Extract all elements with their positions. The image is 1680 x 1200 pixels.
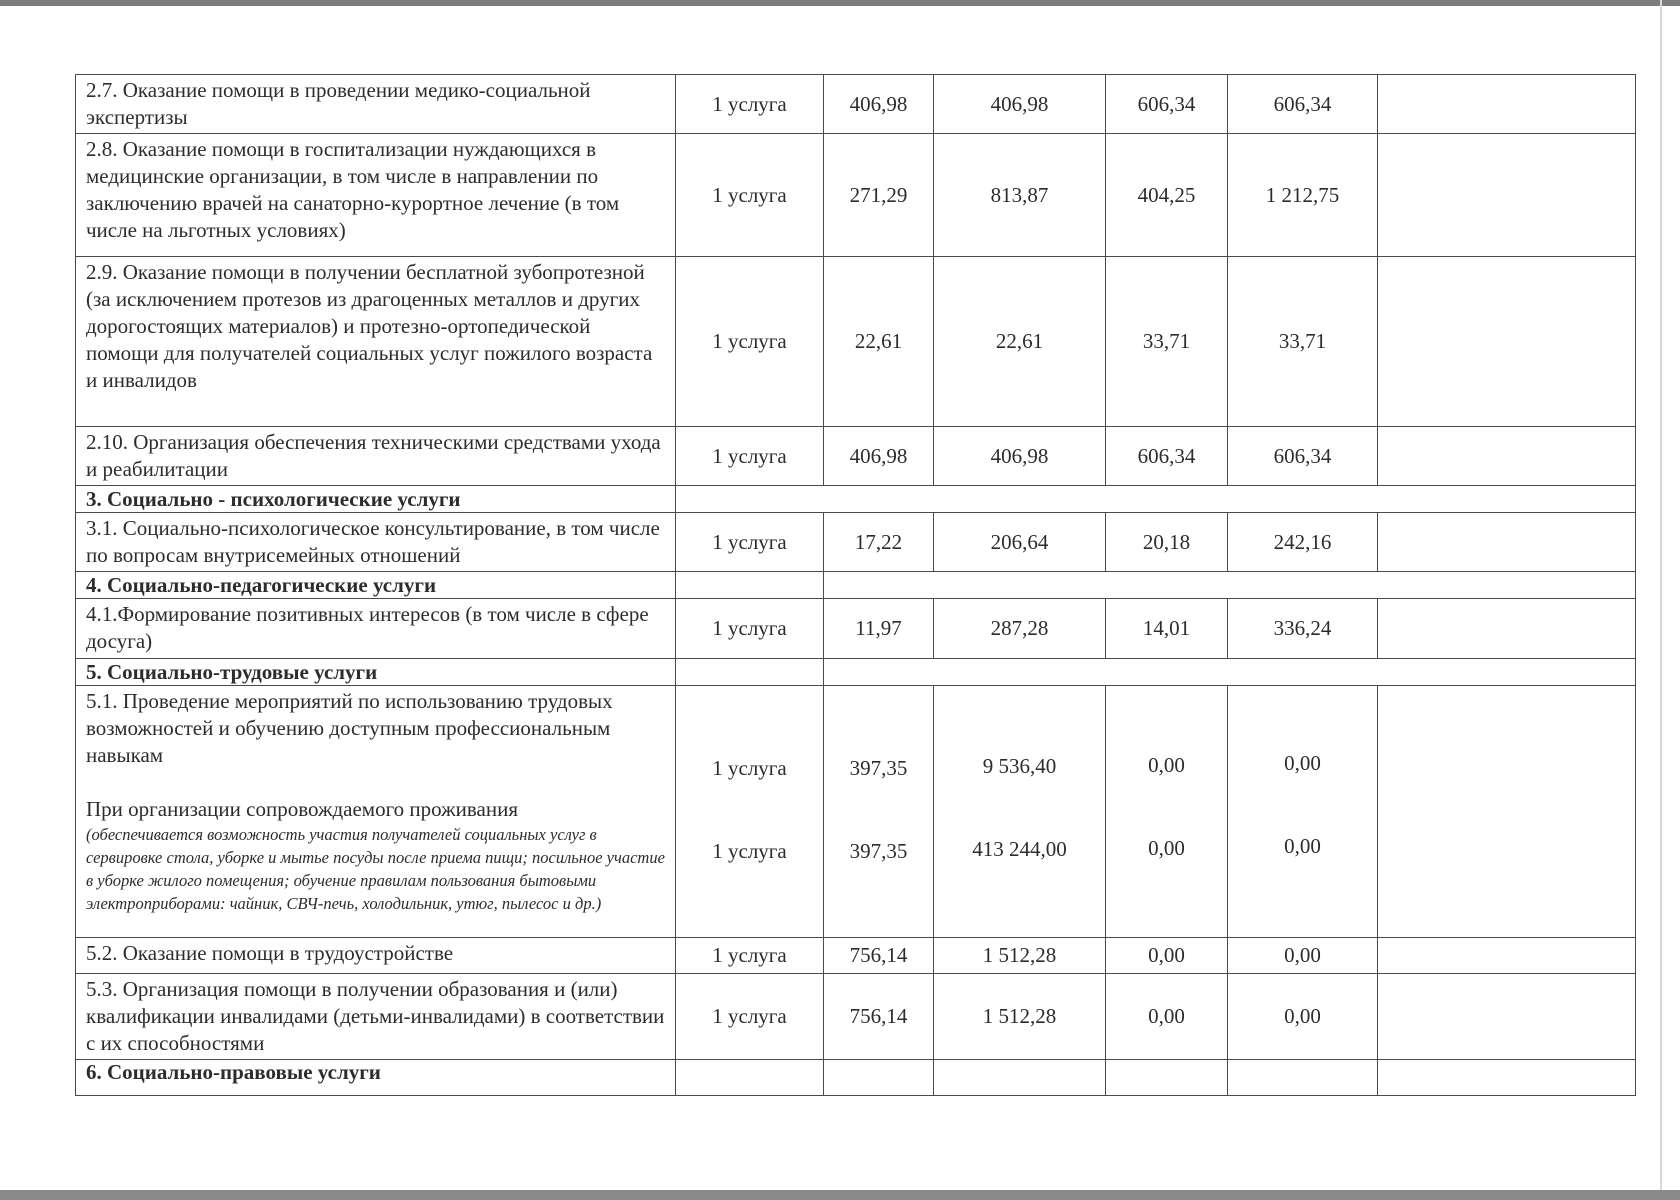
service-name: 2.9. Оказание помощи в получении бесплатной зубопротезной (за исключением протезов из драгоценных металлов и других дорогостоящих материалов) и протезно-ортопедической помощи для получателей социальных услуг пожилого возраста и инвалидов bbox=[76, 257, 676, 427]
value-cell-4: 0,00 bbox=[1228, 938, 1378, 974]
section-header-row bbox=[76, 572, 1636, 599]
value-cell-3-group bbox=[1106, 686, 1228, 938]
table-row bbox=[76, 427, 1636, 486]
value-cell-3: 606,34 bbox=[1106, 427, 1228, 486]
section-empty-cell bbox=[676, 486, 1636, 513]
table-row bbox=[76, 75, 1636, 134]
section-header-row bbox=[76, 659, 1636, 686]
value-cell-3: 14,01 bbox=[1106, 599, 1228, 659]
section-header-row bbox=[76, 1060, 1636, 1096]
value-cell-2: 406,98 bbox=[934, 427, 1106, 486]
scan-border-right bbox=[1660, 0, 1662, 1200]
value-cell-4: 336,24 bbox=[1228, 599, 1378, 659]
service-subname: При организации сопровождаемого проживания bbox=[86, 797, 518, 821]
value-cell-4: 606,34 bbox=[1228, 75, 1378, 134]
unit-cell: 1 услуга bbox=[676, 257, 824, 427]
empty-cell bbox=[824, 1060, 934, 1096]
value-cell-5 bbox=[1378, 257, 1636, 427]
value-cell-5 bbox=[1378, 427, 1636, 486]
service-name: 4.1.Формирование позитивных интересов (в том числе в сфере досуга) bbox=[76, 599, 676, 659]
value-cell-2: 287,28 bbox=[934, 599, 1106, 659]
empty-cell bbox=[1106, 1060, 1228, 1096]
value-cell-3: 606,34 bbox=[1106, 75, 1228, 134]
unit-cell: 1 услуга bbox=[676, 513, 824, 572]
value-cell-2-b: 413 244,00 bbox=[972, 837, 1067, 861]
value-cell-5 bbox=[1378, 938, 1636, 974]
scan-border-bottom bbox=[0, 1190, 1680, 1200]
section-empty-cell bbox=[824, 572, 1636, 599]
value-cell-4-b: 0,00 bbox=[1284, 834, 1321, 858]
value-cell-5 bbox=[1378, 974, 1636, 1060]
service-name: 5.2. Оказание помощи в трудоустройстве bbox=[76, 938, 676, 974]
value-cell-1: 406,98 bbox=[824, 75, 934, 134]
service-name: 2.7. Оказание помощи в проведении медико-социальной экспертизы bbox=[76, 75, 676, 134]
value-cell-2: 1 512,28 bbox=[934, 938, 1106, 974]
value-cell-1: 271,29 bbox=[824, 134, 934, 257]
value-cell-5 bbox=[1378, 513, 1636, 572]
unit-cell: 1 услуга bbox=[676, 599, 824, 659]
table-row bbox=[76, 599, 1636, 659]
section-title: 4. Социально-педагогические услуги bbox=[76, 572, 676, 599]
value-cell-1-group bbox=[824, 686, 934, 938]
value-cell-1: 756,14 bbox=[824, 974, 934, 1060]
value-cell-4: 33,71 bbox=[1228, 257, 1378, 427]
value-cell-2-a: 9 536,40 bbox=[982, 754, 1057, 778]
table-row bbox=[76, 513, 1636, 572]
value-cell-3: 404,25 bbox=[1106, 134, 1228, 257]
value-cell-4-group bbox=[1228, 686, 1378, 938]
empty-cell bbox=[934, 1060, 1106, 1096]
value-cell-2: 206,64 bbox=[934, 513, 1106, 572]
service-name: 2.10. Организация обеспечения техническими средствами ухода и реабилитации bbox=[76, 427, 676, 486]
value-cell-5 bbox=[1378, 599, 1636, 659]
section-header-row bbox=[76, 486, 1636, 513]
value-cell-2: 22,61 bbox=[934, 257, 1106, 427]
value-cell-5 bbox=[1378, 686, 1636, 938]
value-cell-2: 813,87 bbox=[934, 134, 1106, 257]
unit-cell: 1 услуга bbox=[676, 134, 824, 257]
value-cell-1-b: 397,35 bbox=[849, 839, 908, 863]
value-cell-1: 11,97 bbox=[824, 599, 934, 659]
section-title: 5. Социально-трудовые услуги bbox=[76, 659, 676, 686]
service-name: 2.8. Оказание помощи в госпитализации нуждающихся в медицинские организации, в том числе в направлении по заключению врачей на санаторно-курортное лечение (в том числе на льготных условиях) bbox=[76, 134, 676, 257]
section-title: 3. Социально - психологические услуги bbox=[76, 486, 676, 513]
value-cell-4: 242,16 bbox=[1228, 513, 1378, 572]
value-cell-4: 0,00 bbox=[1228, 974, 1378, 1060]
value-cell-3: 0,00 bbox=[1106, 974, 1228, 1060]
value-cell-5 bbox=[1378, 75, 1636, 134]
table-row bbox=[76, 686, 1636, 938]
empty-cell bbox=[1378, 1060, 1636, 1096]
value-cell-1: 406,98 bbox=[824, 427, 934, 486]
unit-cell-a: 1 услуга bbox=[712, 756, 787, 780]
value-cell-1: 17,22 bbox=[824, 513, 934, 572]
service-note: (обеспечивается возможность участия получателей социальных услуг в сервировке стола, уборке и мытье посуды после приема пищи; посильное участие в уборке жилого помещения; обучение правилам пользования бытовыми электроприборами: чайник, СВЧ-печь, холодильник, утюг, пылесос и др.) bbox=[86, 825, 665, 913]
value-cell-3: 0,00 bbox=[1106, 938, 1228, 974]
value-cell-1: 22,61 bbox=[824, 257, 934, 427]
value-cell-3-b: 0,00 bbox=[1148, 836, 1185, 860]
value-cell-4-a: 0,00 bbox=[1284, 751, 1321, 775]
table-row bbox=[76, 134, 1636, 257]
value-cell-3-a: 0,00 bbox=[1148, 753, 1185, 777]
unit-cell: 1 услуга bbox=[676, 427, 824, 486]
unit-cell-b: 1 услуга bbox=[712, 839, 787, 863]
unit-cell-group bbox=[676, 686, 824, 938]
value-cell-4: 1 212,75 bbox=[1228, 134, 1378, 257]
unit-cell: 1 услуга bbox=[676, 974, 824, 1060]
empty-cell bbox=[676, 1060, 824, 1096]
value-cell-1-a: 397,35 bbox=[849, 756, 908, 780]
value-cell-2-group bbox=[934, 686, 1106, 938]
value-cell-3: 33,71 bbox=[1106, 257, 1228, 427]
empty-cell bbox=[1228, 1060, 1378, 1096]
section-empty-cell bbox=[676, 659, 824, 686]
scan-border-top bbox=[0, 0, 1680, 6]
service-name: 5.3. Организация помощи в получении образования и (или) квалификации инвалидами (детьми-инвалидами) в соответствии с их способностями bbox=[76, 974, 676, 1060]
services-tariff-table bbox=[75, 74, 1636, 1096]
service-name-group bbox=[76, 686, 676, 938]
section-empty-cell bbox=[676, 572, 824, 599]
section-title: 6. Социально-правовые услуги bbox=[76, 1060, 676, 1096]
table-row bbox=[76, 938, 1636, 974]
section-empty-cell bbox=[824, 659, 1636, 686]
value-cell-2: 406,98 bbox=[934, 75, 1106, 134]
service-name: 3.1. Социально-психологическое консультирование, в том числе по вопросам внутрисемейных отношений bbox=[76, 513, 676, 572]
service-name: 5.1. Проведение мероприятий по использованию трудовых возможностей и обучению доступным профессиональным навыкам bbox=[86, 689, 613, 767]
value-cell-4: 606,34 bbox=[1228, 427, 1378, 486]
value-cell-3: 20,18 bbox=[1106, 513, 1228, 572]
value-cell-1: 756,14 bbox=[824, 938, 934, 974]
table-row bbox=[76, 974, 1636, 1060]
unit-cell: 1 услуга bbox=[676, 938, 824, 974]
table-row bbox=[76, 257, 1636, 427]
unit-cell: 1 услуга bbox=[676, 75, 824, 134]
value-cell-5 bbox=[1378, 134, 1636, 257]
value-cell-2: 1 512,28 bbox=[934, 974, 1106, 1060]
